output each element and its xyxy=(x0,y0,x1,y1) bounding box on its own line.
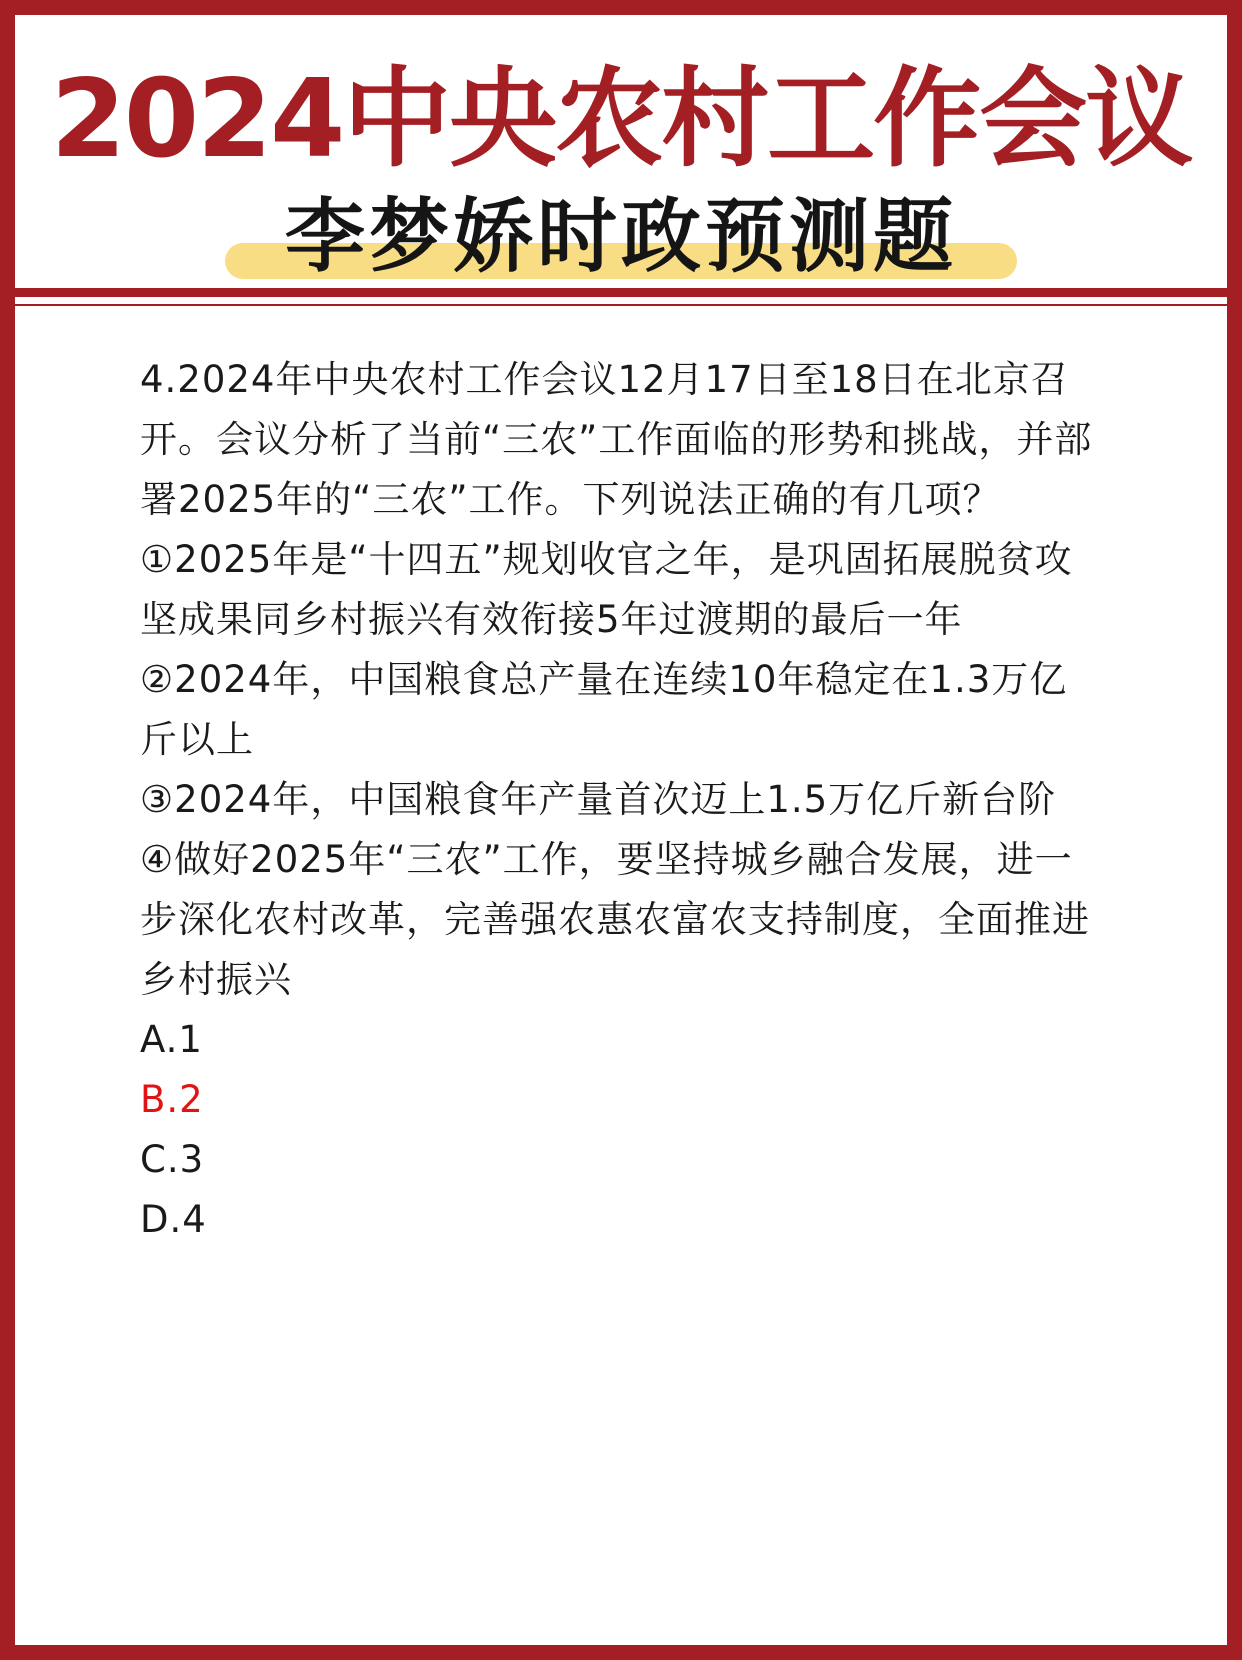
header xyxy=(15,15,1227,288)
option-b: B.2 xyxy=(140,1078,204,1121)
answer-options xyxy=(140,1010,1105,1250)
statement-4: ④做好2025年“三农”工作，要坚持城乡融合发展，进一步深化农村改革，完善强农惠农富农支持制度，全面推进乡村振兴 xyxy=(140,838,1090,1001)
option-a: A.1 xyxy=(140,1018,203,1061)
header-divider-thin xyxy=(15,304,1227,306)
page-subtitle: 李梦娇时政预测题 xyxy=(285,190,957,283)
page-title: 2024中央农村工作会议 xyxy=(50,57,1192,182)
option-c: C.3 xyxy=(140,1138,205,1181)
statement-1: ①2025年是“十四五”规划收官之年，是巩固拓展脱贫攻坚成果同乡村振兴有效衔接5年过渡期的最后一年 xyxy=(140,538,1073,641)
statement-3: ③2024年，中国粮食年产量首次迈上1.5万亿斤新台阶 xyxy=(140,778,1057,821)
option-d: D.4 xyxy=(140,1198,207,1241)
question-block xyxy=(140,350,1105,1250)
question-stem: 4.2024年中央农村工作会议12月17日至18日在北京召开。会议分析了当前“三农”工作面临的形势和挑战，并部署2025年的“三农”工作。下列说法正确的有几项？ xyxy=(140,358,1093,521)
header-divider-thick xyxy=(15,288,1227,297)
statement-2: ②2024年，中国粮食总产量在连续10年稳定在1.3万亿斤以上 xyxy=(140,658,1068,761)
subtitle-block xyxy=(15,187,1227,287)
